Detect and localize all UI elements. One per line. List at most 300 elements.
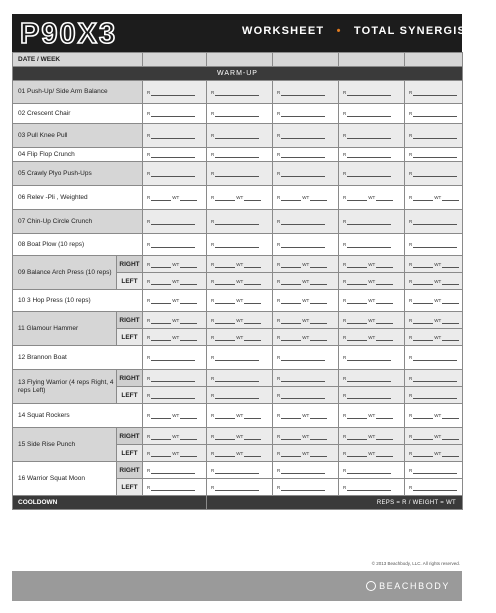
log-cell[interactable]	[339, 312, 405, 329]
reps-field[interactable]	[413, 95, 457, 96]
log-cell[interactable]	[339, 273, 405, 290]
log-cell[interactable]	[273, 479, 339, 496]
reps-field[interactable]	[151, 456, 171, 457]
reps-field[interactable]	[347, 224, 391, 225]
reps-field[interactable]	[281, 303, 301, 304]
log-cell[interactable]	[207, 186, 273, 210]
reps-field[interactable]	[151, 398, 195, 399]
log-cell[interactable]	[273, 312, 339, 329]
reps-field[interactable]	[151, 267, 171, 268]
reps-field[interactable]	[281, 138, 325, 139]
reps-field[interactable]	[281, 247, 325, 248]
reps-field[interactable]	[215, 439, 235, 440]
weight-field[interactable]	[180, 200, 197, 201]
reps-field[interactable]	[215, 398, 259, 399]
log-cell[interactable]	[339, 329, 405, 346]
reps-label: R	[409, 89, 413, 95]
log-cell[interactable]	[405, 81, 463, 104]
log-cell[interactable]	[207, 104, 273, 124]
reps-field[interactable]	[151, 473, 195, 474]
date-cell[interactable]	[207, 53, 273, 67]
log-cell[interactable]	[339, 104, 405, 124]
reps-field[interactable]	[413, 418, 433, 419]
reps-field[interactable]	[413, 398, 457, 399]
log-cell[interactable]	[339, 404, 405, 428]
log-cell[interactable]	[339, 370, 405, 387]
log-cell[interactable]	[405, 273, 463, 290]
reps-field[interactable]	[215, 95, 259, 96]
log-cell[interactable]	[273, 428, 339, 445]
reps-field[interactable]	[413, 176, 457, 177]
log-cell[interactable]	[207, 387, 273, 404]
reps-field[interactable]	[413, 157, 457, 158]
log-cell[interactable]	[405, 329, 463, 346]
reps-label: R	[147, 195, 151, 200]
reps-field[interactable]	[347, 473, 391, 474]
reps-field[interactable]	[151, 176, 195, 177]
reps-field[interactable]	[347, 456, 367, 457]
weight-field[interactable]	[376, 284, 393, 285]
weight-field[interactable]	[180, 456, 197, 457]
reps-label: R	[343, 171, 347, 176]
reps-field[interactable]	[215, 224, 259, 225]
reps-label: R	[409, 467, 413, 473]
reps-field[interactable]	[215, 284, 235, 285]
legend-text: REPS = R / WEIGHT = WT	[207, 496, 463, 510]
reps-field[interactable]	[347, 360, 391, 361]
log-cell[interactable]	[273, 148, 339, 162]
reps-field[interactable]	[215, 138, 259, 139]
log-cell[interactable]	[273, 234, 339, 256]
log-cell[interactable]	[207, 479, 273, 496]
log-cell[interactable]	[339, 162, 405, 186]
reps-field[interactable]	[281, 200, 301, 201]
log-cell[interactable]	[273, 210, 339, 234]
warmup-row	[13, 67, 463, 81]
reps-field[interactable]	[215, 157, 259, 158]
weight-field[interactable]	[442, 284, 459, 285]
reps-field[interactable]	[215, 340, 235, 341]
reps-field[interactable]	[413, 340, 433, 341]
reps-field[interactable]	[151, 247, 195, 248]
weight-label: WT	[302, 278, 310, 284]
log-cell[interactable]	[143, 462, 207, 479]
weight-field[interactable]	[310, 439, 327, 440]
log-cell[interactable]	[207, 290, 273, 312]
log-cell[interactable]	[339, 234, 405, 256]
reps-label: R	[343, 278, 347, 284]
reps-field[interactable]	[413, 138, 457, 139]
reps-field[interactable]	[151, 439, 171, 440]
exercise-row	[13, 81, 463, 104]
reps-field[interactable]	[215, 490, 259, 491]
reps-field[interactable]	[281, 418, 301, 419]
reps-field[interactable]	[413, 439, 433, 440]
weight-field[interactable]	[442, 200, 459, 201]
reps-field[interactable]	[347, 138, 391, 139]
log-cell[interactable]	[273, 186, 339, 210]
log-cell[interactable]	[339, 462, 405, 479]
log-cell[interactable]	[207, 81, 273, 104]
weight-field[interactable]	[180, 284, 197, 285]
weight-field[interactable]	[180, 439, 197, 440]
log-cell[interactable]	[207, 256, 273, 273]
reps-field[interactable]	[347, 439, 367, 440]
reps-field[interactable]	[151, 116, 195, 117]
reps-field[interactable]	[347, 323, 367, 324]
log-cell[interactable]	[143, 186, 207, 210]
weight-field[interactable]	[244, 340, 261, 341]
log-cell[interactable]	[405, 462, 463, 479]
reps-field[interactable]	[413, 381, 457, 382]
reps-field[interactable]	[413, 473, 457, 474]
reps-field[interactable]	[413, 116, 457, 117]
reps-field[interactable]	[347, 267, 367, 268]
reps-field[interactable]	[347, 176, 391, 177]
reps-field[interactable]	[281, 157, 325, 158]
reps-field[interactable]	[151, 284, 171, 285]
log-cell[interactable]	[339, 148, 405, 162]
reps-field[interactable]	[215, 176, 259, 177]
log-cell[interactable]	[405, 428, 463, 445]
reps-field[interactable]	[347, 116, 391, 117]
reps-field[interactable]	[413, 267, 433, 268]
reps-field[interactable]	[347, 303, 367, 304]
date-cell[interactable]	[143, 53, 207, 67]
exercise-name: 07 Chin-Up Circle Crunch	[13, 210, 143, 234]
reps-label: R	[343, 152, 347, 157]
log-cell[interactable]	[143, 404, 207, 428]
log-cell[interactable]	[143, 148, 207, 162]
reps-label: R	[211, 261, 215, 267]
log-cell[interactable]	[405, 370, 463, 387]
reps-field[interactable]	[413, 224, 457, 225]
reps-label: R	[211, 375, 215, 381]
log-cell[interactable]	[339, 81, 405, 104]
date-cell[interactable]	[405, 53, 463, 67]
reps-label: R	[277, 111, 281, 116]
log-cell[interactable]	[207, 329, 273, 346]
log-cell[interactable]	[405, 104, 463, 124]
log-cell[interactable]	[207, 404, 273, 428]
reps-field[interactable]	[215, 323, 235, 324]
weight-field[interactable]	[244, 456, 261, 457]
reps-field[interactable]	[413, 323, 433, 324]
reps-field[interactable]	[151, 138, 195, 139]
p90x3-logo	[20, 18, 190, 50]
reps-label: R	[147, 433, 151, 439]
exercise-name: 16 Warrior Squat Moon	[13, 462, 117, 496]
log-cell[interactable]	[143, 329, 207, 346]
beachbody-logo	[366, 581, 450, 591]
log-cell[interactable]	[273, 81, 339, 104]
reps-field[interactable]	[281, 323, 301, 324]
reps-field[interactable]	[151, 95, 195, 96]
reps-label: R	[211, 317, 215, 323]
reps-field[interactable]	[281, 360, 325, 361]
weight-field[interactable]	[180, 303, 197, 304]
reps-label: R	[147, 242, 151, 247]
log-cell[interactable]	[143, 234, 207, 256]
reps-field[interactable]	[281, 224, 325, 225]
reps-field[interactable]	[215, 473, 259, 474]
reps-field[interactable]	[281, 284, 301, 285]
log-cell[interactable]	[273, 124, 339, 148]
weight-field[interactable]	[310, 303, 327, 304]
reps-field[interactable]	[281, 439, 301, 440]
reps-label: R	[343, 355, 347, 360]
log-cell[interactable]	[273, 256, 339, 273]
reps-label: R	[277, 334, 281, 340]
reps-field[interactable]	[151, 323, 171, 324]
reps-field[interactable]	[151, 224, 195, 225]
reps-field[interactable]	[347, 200, 367, 201]
reps-field[interactable]	[347, 340, 367, 341]
reps-field[interactable]	[215, 303, 235, 304]
weight-field[interactable]	[442, 303, 459, 304]
weight-field[interactable]	[244, 284, 261, 285]
exercise-row-right	[13, 428, 463, 445]
exercise-row	[13, 290, 463, 312]
weight-field[interactable]	[310, 200, 327, 201]
reps-field[interactable]	[151, 157, 195, 158]
weight-field[interactable]	[376, 323, 393, 324]
reps-label: R	[211, 450, 215, 456]
reps-field[interactable]	[215, 200, 235, 201]
log-cell[interactable]	[273, 462, 339, 479]
log-cell[interactable]	[207, 210, 273, 234]
weight-field[interactable]	[310, 267, 327, 268]
reps-label: R	[147, 111, 151, 116]
reps-field[interactable]	[281, 473, 325, 474]
log-cell[interactable]	[339, 479, 405, 496]
date-cell[interactable]	[339, 53, 405, 67]
reps-field[interactable]	[413, 303, 433, 304]
log-cell[interactable]	[273, 445, 339, 462]
reps-field[interactable]	[413, 200, 433, 201]
reps-field[interactable]	[413, 247, 457, 248]
log-cell[interactable]	[405, 256, 463, 273]
log-cell[interactable]	[339, 445, 405, 462]
reps-label: R	[211, 152, 215, 157]
log-cell[interactable]	[405, 162, 463, 186]
reps-field[interactable]	[215, 116, 259, 117]
reps-field[interactable]	[281, 267, 301, 268]
log-cell[interactable]	[405, 124, 463, 148]
weight-field[interactable]	[442, 456, 459, 457]
weight-field[interactable]	[244, 267, 261, 268]
reps-field[interactable]	[347, 381, 391, 382]
weight-field[interactable]	[442, 323, 459, 324]
log-cell[interactable]	[339, 346, 405, 370]
reps-field[interactable]	[413, 360, 457, 361]
weight-field[interactable]	[244, 439, 261, 440]
log-cell[interactable]	[143, 104, 207, 124]
weight-field[interactable]	[180, 418, 197, 419]
reps-field[interactable]	[151, 200, 171, 201]
weight-field[interactable]	[180, 340, 197, 341]
weight-field[interactable]	[376, 303, 393, 304]
log-cell[interactable]	[405, 234, 463, 256]
log-cell[interactable]	[273, 387, 339, 404]
weight-field[interactable]	[376, 200, 393, 201]
log-cell[interactable]	[207, 428, 273, 445]
log-cell[interactable]	[143, 428, 207, 445]
log-cell[interactable]	[339, 387, 405, 404]
log-cell[interactable]	[143, 273, 207, 290]
log-cell[interactable]	[273, 290, 339, 312]
log-cell[interactable]	[207, 445, 273, 462]
weight-label: WT	[172, 278, 180, 284]
reps-label: R	[211, 278, 215, 284]
log-cell[interactable]	[143, 210, 207, 234]
reps-field[interactable]	[281, 95, 325, 96]
log-cell[interactable]	[207, 312, 273, 329]
reps-label: R	[211, 467, 215, 473]
exercise-row-right	[13, 256, 463, 273]
weight-field[interactable]	[442, 418, 459, 419]
reps-field[interactable]	[281, 116, 325, 117]
weight-label: WT	[172, 433, 180, 439]
weight-field[interactable]	[442, 439, 459, 440]
log-cell[interactable]	[207, 370, 273, 387]
weight-field[interactable]	[180, 267, 197, 268]
log-cell[interactable]	[143, 387, 207, 404]
weight-field[interactable]	[310, 323, 327, 324]
log-cell[interactable]	[339, 210, 405, 234]
date-cell[interactable]	[273, 53, 339, 67]
log-cell[interactable]	[207, 124, 273, 148]
weight-field[interactable]	[376, 418, 393, 419]
weight-field[interactable]	[180, 323, 197, 324]
reps-field[interactable]	[151, 303, 171, 304]
log-cell[interactable]	[405, 210, 463, 234]
exercise-row	[13, 210, 463, 234]
reps-field[interactable]	[215, 247, 259, 248]
log-cell[interactable]	[339, 290, 405, 312]
reps-field[interactable]	[281, 398, 325, 399]
log-cell[interactable]	[143, 124, 207, 148]
reps-field[interactable]	[215, 381, 259, 382]
log-cell[interactable]	[207, 148, 273, 162]
exercise-row	[13, 104, 463, 124]
log-cell[interactable]	[273, 273, 339, 290]
weight-field[interactable]	[310, 456, 327, 457]
reps-field[interactable]	[281, 340, 301, 341]
reps-field[interactable]	[347, 157, 391, 158]
weight-field[interactable]	[244, 303, 261, 304]
log-cell[interactable]	[143, 479, 207, 496]
reps-field[interactable]	[347, 284, 367, 285]
weight-label: WT	[368, 298, 376, 303]
log-cell[interactable]	[143, 162, 207, 186]
log-cell[interactable]	[405, 290, 463, 312]
reps-field[interactable]	[347, 490, 391, 491]
reps-field[interactable]	[281, 381, 325, 382]
reps-field[interactable]	[347, 418, 367, 419]
weight-field[interactable]	[310, 340, 327, 341]
weight-field[interactable]	[442, 340, 459, 341]
log-cell[interactable]	[405, 346, 463, 370]
reps-field[interactable]	[347, 247, 391, 248]
weight-field[interactable]	[310, 418, 327, 419]
log-cell[interactable]	[143, 81, 207, 104]
reps-field[interactable]	[215, 456, 235, 457]
log-cell[interactable]	[143, 256, 207, 273]
reps-label: R	[343, 334, 347, 340]
log-cell[interactable]	[207, 162, 273, 186]
log-cell[interactable]	[143, 290, 207, 312]
reps-field[interactable]	[281, 490, 325, 491]
exercise-name: 13 Flying Warrior (4 reps Right, 4 reps Left)	[13, 370, 117, 404]
log-cell[interactable]	[207, 273, 273, 290]
log-cell[interactable]	[405, 387, 463, 404]
log-cell[interactable]	[405, 404, 463, 428]
log-cell[interactable]	[339, 124, 405, 148]
log-cell[interactable]	[143, 370, 207, 387]
reps-field[interactable]	[281, 456, 301, 457]
log-cell[interactable]	[405, 186, 463, 210]
log-cell[interactable]	[207, 234, 273, 256]
log-cell[interactable]	[273, 346, 339, 370]
log-cell[interactable]	[273, 329, 339, 346]
weight-label: WT	[368, 413, 376, 418]
reps-label: R	[409, 195, 413, 200]
log-cell[interactable]	[143, 445, 207, 462]
log-cell[interactable]	[273, 404, 339, 428]
log-cell[interactable]	[339, 428, 405, 445]
log-cell[interactable]	[143, 346, 207, 370]
reps-field[interactable]	[151, 360, 195, 361]
weight-field[interactable]	[244, 323, 261, 324]
exercise-row	[13, 186, 463, 210]
weight-field[interactable]	[376, 456, 393, 457]
weight-field[interactable]	[244, 200, 261, 201]
log-cell[interactable]	[339, 186, 405, 210]
log-cell[interactable]	[273, 370, 339, 387]
reps-field[interactable]	[413, 490, 457, 491]
reps-field[interactable]	[347, 95, 391, 96]
log-cell[interactable]	[207, 346, 273, 370]
reps-field[interactable]	[215, 267, 235, 268]
reps-field[interactable]	[151, 490, 195, 491]
weight-field[interactable]	[310, 284, 327, 285]
log-cell[interactable]	[405, 148, 463, 162]
reps-field[interactable]	[215, 418, 235, 419]
weight-field[interactable]	[376, 340, 393, 341]
log-cell[interactable]	[405, 445, 463, 462]
reps-field[interactable]	[151, 340, 171, 341]
reps-field[interactable]	[413, 284, 433, 285]
weight-field[interactable]	[442, 267, 459, 268]
reps-field[interactable]	[281, 176, 325, 177]
log-cell[interactable]	[339, 256, 405, 273]
reps-field[interactable]	[413, 456, 433, 457]
log-cell[interactable]	[405, 312, 463, 329]
reps-field[interactable]	[151, 418, 171, 419]
log-cell[interactable]	[273, 104, 339, 124]
log-cell[interactable]	[405, 479, 463, 496]
reps-field[interactable]	[347, 398, 391, 399]
log-cell[interactable]	[207, 462, 273, 479]
weight-field[interactable]	[376, 267, 393, 268]
weight-field[interactable]	[244, 418, 261, 419]
log-cell[interactable]	[273, 162, 339, 186]
log-cell[interactable]	[143, 312, 207, 329]
weight-field[interactable]	[376, 439, 393, 440]
reps-field[interactable]	[151, 381, 195, 382]
reps-field[interactable]	[215, 360, 259, 361]
